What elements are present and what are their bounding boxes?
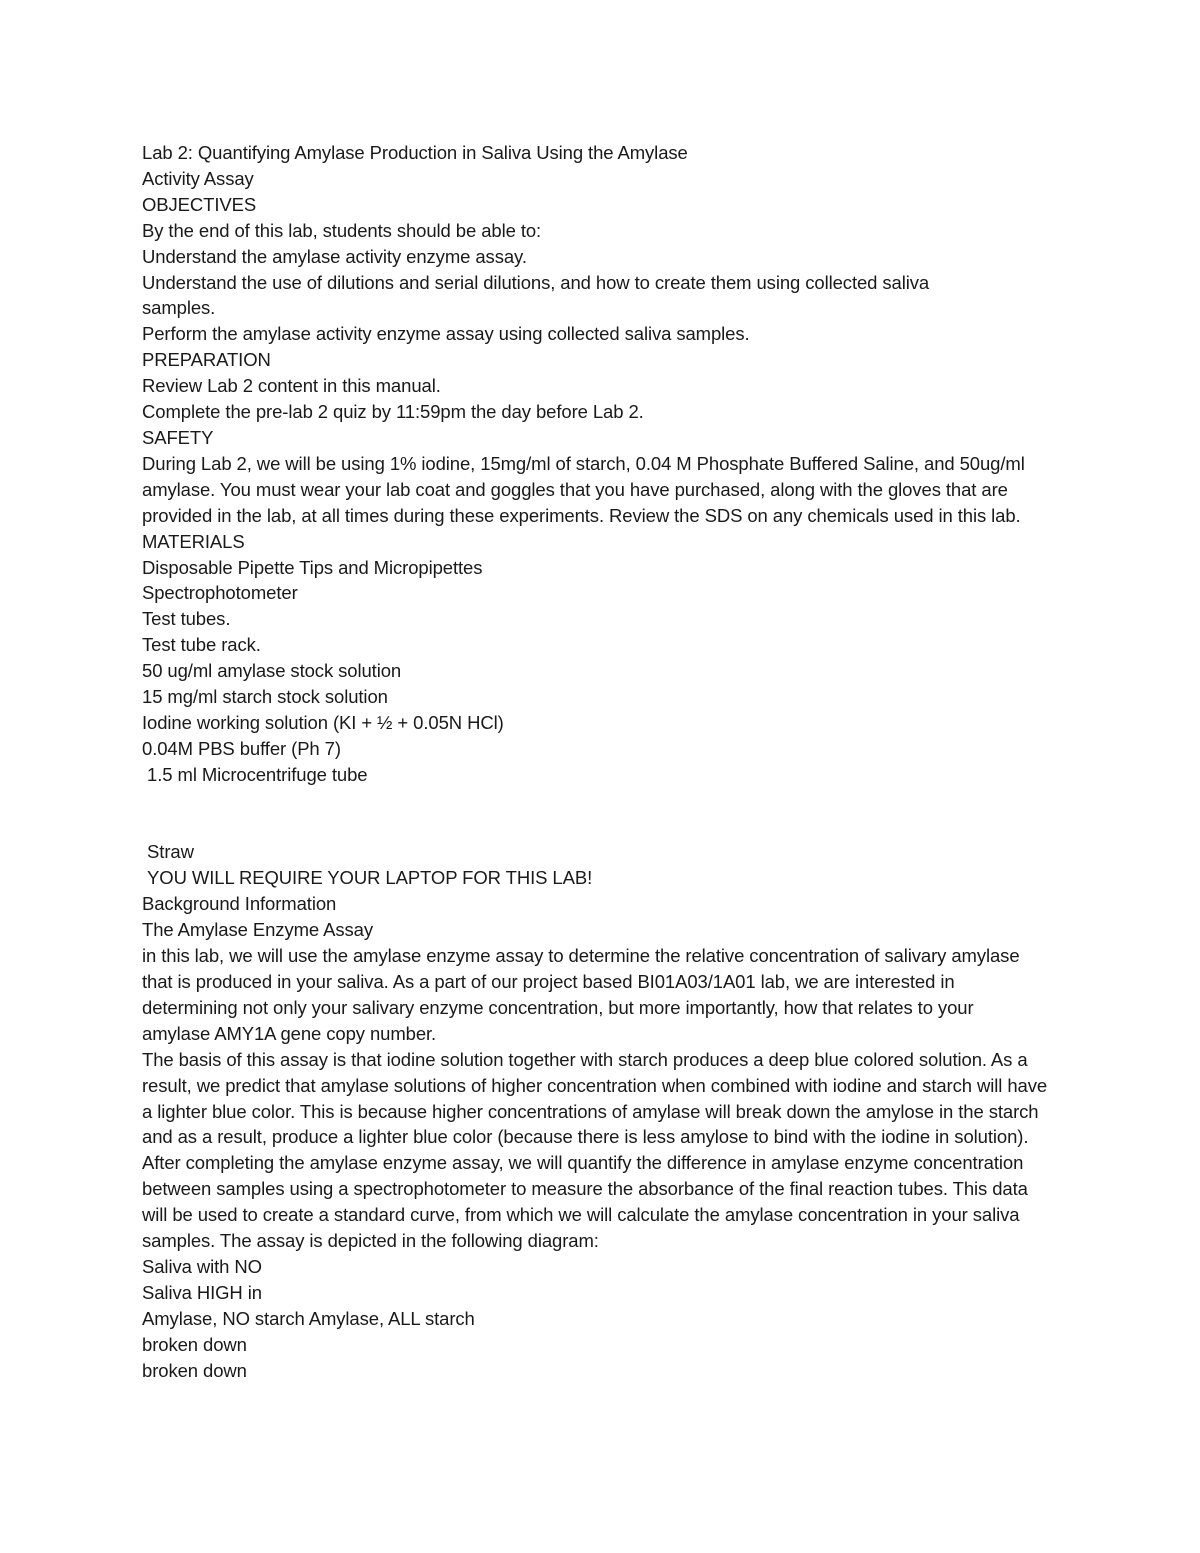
objective-item: Understand the amylase activity enzyme assay. [142,245,527,267]
title-line-2: Activity Assay [142,167,254,189]
materials-heading: MATERIALS [142,530,245,552]
background-subheading: The Amylase Enzyme Assay [142,919,374,941]
objectives-heading: OBJECTIVES [142,193,257,215]
preparation-item: Complete the pre-lab 2 quiz by 11:59pm the day before Lab 2. [142,401,644,423]
preparation-heading: PREPARATION [142,349,271,371]
material-item: Iodine working solution (KI + ½ + 0.05N HCl) [142,711,504,733]
safety-heading: SAFETY [142,426,214,448]
title-line-1: Lab 2: Quantifying Amylase Production in Saliva Using the Amylase [142,142,688,163]
background-paragraph-2: The basis of this assay is that iodine solution together with starch produces a deep blue colored solution. As a result, we predict that amylase solutions of higher concentration when combined with iodine and starch will have a lighter blue color. This is because higher concentrations of amylase will break down the amylose in the starch and as a result, produce a lighter blue color (because there is less amylose to bind with the iodine in solution). After completing the amylase enzyme assay, we will quantify the difference in amylase enzyme concentration between samples using a spectrophotometer to measure the absorbance of the final reaction tubes. This data will be used to create a standard curve, from which we will calculate the amylase concentration in your saliva samples. The assay is depicted in the following diagram: [142,1048,1048,1252]
safety-text: During Lab 2, we will be using 1% iodine, 15mg/ml of starch, 0.04 M Phosphate Buffered Saline, and 50ug/ml amylase. You must wear your lab coat and goggles that you have purchased, along with the gloves that are provided in the lab, at all times during these experiments. Review the SDS on any chemicals used in this lab. [142,452,1025,526]
background-paragraph-1: in this lab, we will use the amylase enzyme assay to determine the relative concentration of salivary amylase that is produced in your saliva. As a part of our project based BI01A03/1A01 lab, we are interested in determining not only your salivary enzyme concentration, but more importantly, how that relates to your amylase AMY1A gene copy number. [142,945,1020,1044]
diagram-label: broken down [142,1333,247,1355]
diagram-label: broken down [142,1359,247,1381]
objective-item: Understand the use of dilutions and serial dilutions, and how to create them using collected saliva samples. [142,271,930,319]
material-item: Test tubes. [142,608,231,630]
document-body [142,140,1082,1383]
blank-gap [142,788,1082,840]
material-item: Disposable Pipette Tips and Micropipettes [142,556,483,578]
background-heading: Background Information [142,893,337,915]
objective-item: Perform the amylase activity enzyme assay using collected saliva samples. [142,323,750,345]
preparation-item: Review Lab 2 content in this manual. [142,375,441,397]
objectives-intro: By the end of this lab, students should be able to: [142,219,542,241]
diagram-label: Amylase, NO starch Amylase, ALL starch [142,1307,475,1329]
material-item: Straw [142,841,194,863]
material-item: Spectrophotometer [142,582,298,604]
material-item: 1.5 ml Microcentrifuge tube [142,763,368,785]
material-item: Test tube rack. [142,634,261,656]
laptop-notice: YOU WILL REQUIRE YOUR LAPTOP FOR THIS LAB! [142,867,593,889]
material-item: 50 ug/ml amylase stock solution [142,660,402,682]
material-item: 15 mg/ml starch stock solution [142,686,388,708]
diagram-label: Saliva HIGH in [142,1281,262,1303]
diagram-label: Saliva with NO [142,1255,262,1277]
material-item: 0.04M PBS buffer (Ph 7) [142,737,341,759]
